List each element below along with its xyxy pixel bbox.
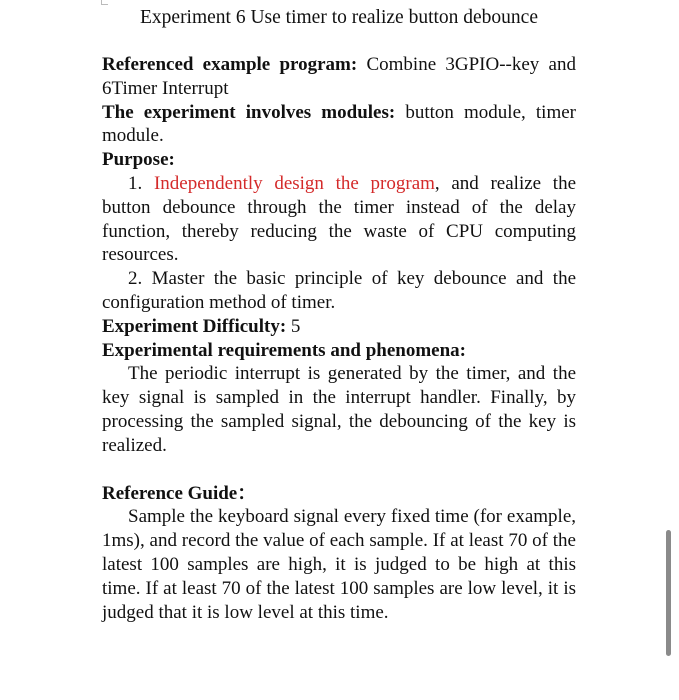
difficulty-label: Experiment Difficulty: [102,315,287,337]
paragraph-gap [102,458,576,482]
vertical-scrollbar-thumb[interactable] [666,530,671,656]
modules-paragraph [102,101,576,149]
purpose-item-2: 2. Master the basic principle of key debounce and the configuration method of timer. [102,268,576,313]
modules-label: The experiment involves modules: [102,101,396,123]
difficulty-paragraph [102,315,576,339]
page-corner-mark [101,0,108,5]
document-page [102,6,576,624]
guide-text: Sample the keyboard signal every fixed time (for example, 1ms), and record the value of each sample. If at least 70 of the latest 100 samples are high, it is judged to be high at this time. If at least 70 of the latest 100 samples are low level, it is judged that it is low level at this time. [102,506,576,623]
purpose-item-1-text: , and realize the button debounce through the timer instead of the delay function, thereby reducing the waste of CPU computing resources. [102,172,577,266]
difficulty-value: 5 [286,315,301,337]
referenced-program-paragraph [102,53,576,101]
requirements-heading: Experimental requirements and phenomena: [102,339,466,361]
requirements-text: The periodic interrupt is generated by the timer, and the key signal is sampled in the interrupt handler. Finally, by processing the sampled signal, the debouncing of the key is realized. [102,363,576,456]
guide-heading-line [102,482,576,506]
purpose-item-1-highlight: Independently design the program [153,172,435,194]
guide-heading: Reference Guide [102,482,238,504]
purpose-heading: Purpose: [102,149,175,171]
purpose-item-1-number: 1. [128,172,154,194]
page-title: Experiment 6 Use timer to realize button debounce [140,7,538,28]
guide-heading-colon: ： [237,482,257,504]
purpose-item-1 [102,172,576,267]
referenced-program-label: Referenced example program: [102,54,358,75]
modules-value: button module, timer module. [102,101,576,147]
referenced-program-value: Combine 3GPIO--key and 6Timer Interrupt [102,54,576,99]
